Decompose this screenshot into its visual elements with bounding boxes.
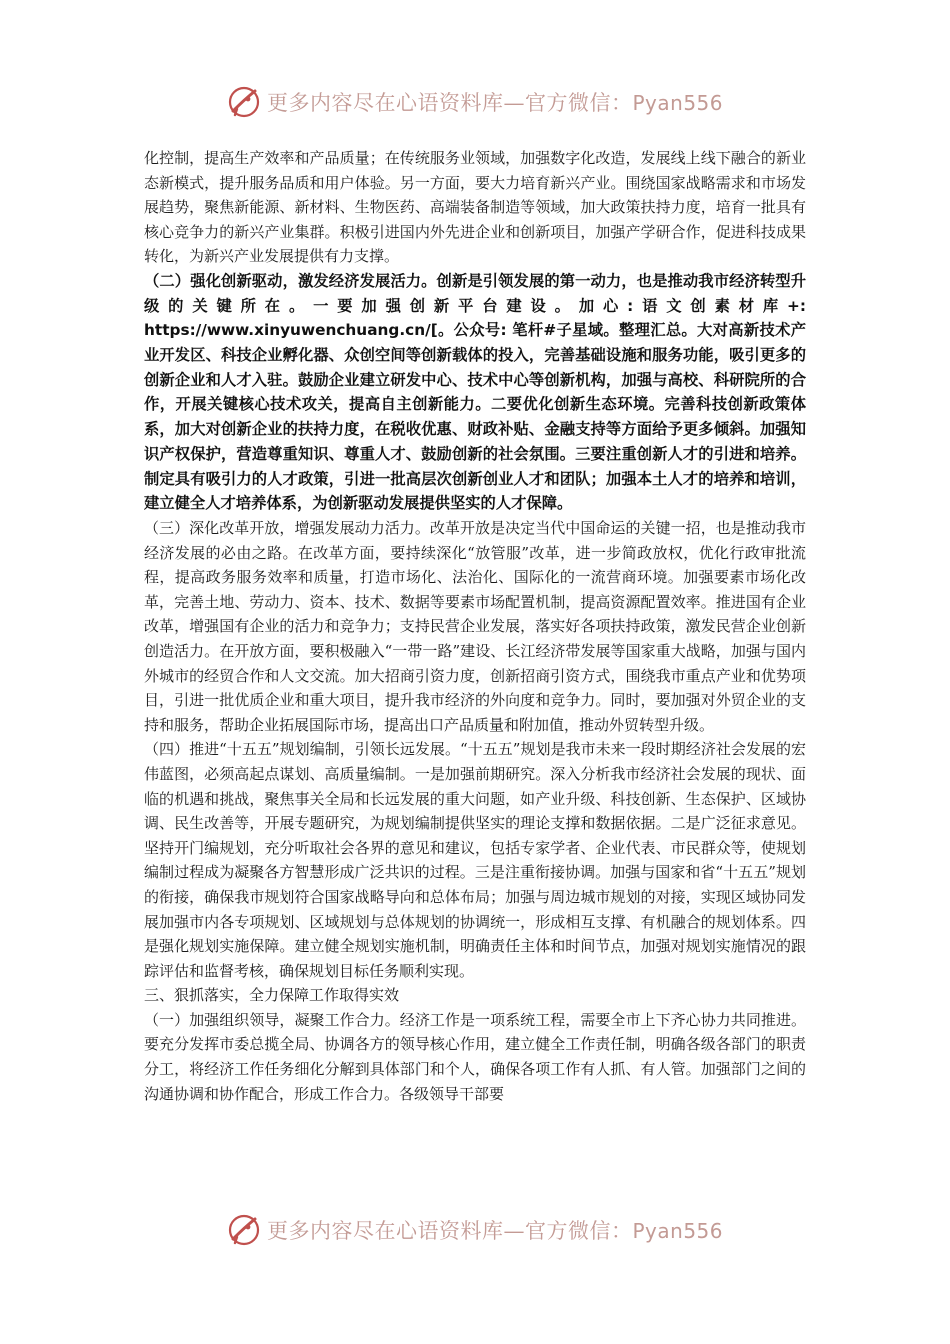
banner-text [267,1215,723,1245]
banner-text [267,87,723,117]
wechat-id: Pyan556 [632,91,723,115]
banner-label: 更多内容尽在心语资料库—官方微信： [266,91,633,115]
logo-icon [227,1213,261,1247]
logo-icon [227,85,261,119]
paragraph-5: （一）加强组织领导，凝聚工作合力。经济工作是一项系统工程，需要全市上下齐心协力共同推进。要充分发挥市委总揽全局、协调各方的领导核心作用，建立健全工作责任制，明确各级各部门的职责分工，将经济工作任务细化分解到具体部门和个人，确保各项工作有人抓、有人管。加强部门之间的沟通协调和协作配合，形成工作合力。各级领导干部要 [144,1010,806,1103]
section-heading: 三、狠抓落实，全力保障工作取得实效 [144,986,400,1005]
header-banner [0,82,950,122]
footer-banner [0,1210,950,1250]
paragraph-2: （二）强化创新驱动，激发经济发展活力。创新是引领发展的第一动力，也是推动我市经济转型升级的关键所在。一要加强创新平台建设。加心:语文创素材库+: https://www.xinyuwenchuang.cn/[。公众号: 笔杆#子星域。整理汇总。大对高新技术产业开发区、科技企业孵化器、众创空间等创新载体的投入，完善基础设施和服务功能，吸引更多的创新企业和人才入驻。鼓励企业建立研发中心、技术中心等创新机构，加强与高校、科研院所的合作，开展关键核心技术攻关，提高自主创新能力。二要优化创新生态环境。完善科技创新政策体系，加大对创新企业的扶持力度，在税收优惠、财政补贴、金融支持等方面给予更多倾斜。加强知识产权保护，营造尊重知识、尊重人才、鼓励创新的社会氛围。三要注重创新人才的引进和培养。制定具有吸引力的人才政策，引进一批高层次创新创业人才和团队；加强本土人才的培养和培训，建立健全人才培养体系，为创新驱动发展提供坚实的人才保障。 [144,271,806,513]
paragraph-3: （三）深化改革开放，增强发展动力活力。改革开放是决定当代中国命运的关键一招，也是推动我市经济发展的必由之路。在改革方面，要持续深化“放管服”改革，进一步简政放权，优化行政审批流程，提高政务服务效率和质量，打造市场化、法治化、国际化的一流营商环境。加强要素市场化改革，完善土地、劳动力、资本、技术、数据等要素市场配置机制，提高资源配置效率。推进国有企业改革，增强国有企业的活力和竞争力；支持民营企业发展，落实好各项扶持政策，激发民营企业创新创造活力。在开放方面，要积极融入“一带一路”建设、长江经济带发展等国家重大战略，加强与国内外城市的经贸合作和人文交流。加大招商引资力度，创新招商引资方式，围绕我市重点产业和优势项目，引进一批优质企业和重大项目，提升我市经济的外向度和竞争力。同时，要加强对外贸企业的支持和服务，帮助企业拓展国际市场，提高出口产品质量和附加值，推动外贸转型升级。 [144,519,806,734]
paragraph-4: （四）推进“十五五”规划编制，引领长远发展。“十五五”规划是我市未来一段时期经济社会发展的宏伟蓝图，必须高起点谋划、高质量编制。一是加强前期研究。深入分析我市经济社会发展的现状、面临的机遇和挑战，聚焦事关全局和长远发展的重大问题，如产业升级、科技创新、生态保护、区域协调、民生改善等，开展专题研究，为规划编制提供坚实的理论支撑和数据依据。二是广泛征求意见。坚持开门编规划，充分听取社会各界的意见和建议，包括专家学者、企业代表、市民群众等，使规划编制过程成为凝聚各方智慧形成广泛共识的过程。三是注重衔接协调。加强与国家和省“十五五”规划的衔接，确保我市规划符合国家战略导向和总体布局；加强与周边城市规划的对接，实现区域协同发展加强市内各专项规划、区域规划与总体规划的协调统一，形成相互支撑、有机融合的规划体系。四是强化规划实施保障。建立健全规划实施机制，明确责任主体和时间节点，加强对规划实施情况的跟踪评估和监督考核，确保规划目标任务顺利实现。 [144,740,806,980]
banner-label: 更多内容尽在心语资料库—官方微信： [266,1219,633,1243]
paragraph-1: 化控制，提高生产效率和产品质量；在传统服务业领域，加强数字化改造，发展线上线下融合的新业态新模式，提升服务品质和用户体验。另一方面，要大力培育新兴产业。围绕国家战略需求和市场发展趋势，聚焦新能源、新材料、生物医药、高端装备制造等领域，加大政策扶持力度，培育一批具有核心竞争力的新兴产业集群。积极引进国内外先进企业和创新项目，加强产学研合作，促进科技成果转化，为新兴产业发展提供有力支撑。 [144,149,806,266]
wechat-id: Pyan556 [632,1219,723,1243]
document-body [144,146,806,1106]
